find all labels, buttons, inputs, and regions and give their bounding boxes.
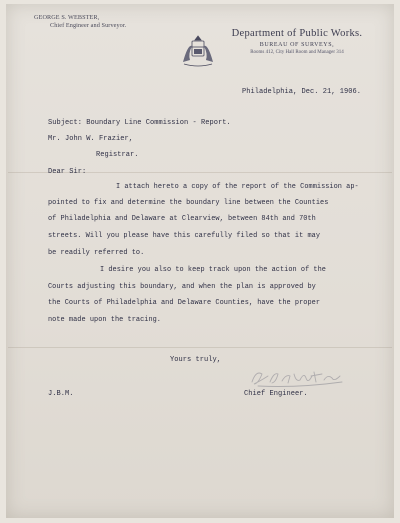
subject-line: Subject: Boundary Line Commission - Report. — [48, 119, 231, 127]
fold-crease — [8, 347, 392, 348]
letterhead-officer — [34, 14, 126, 30]
typist-initials: J.B.M. — [48, 390, 74, 398]
handwritten-signature — [248, 364, 346, 390]
closing: Yours truly, — [170, 356, 222, 364]
officer-name: GEORGE S. WEBSTER, — [34, 14, 100, 21]
body-line: be readily referred to. — [48, 249, 145, 257]
body-line: of Philadelphia and Delaware at Clearview, between 84th and 70th — [48, 215, 316, 223]
body-line: I desire you also to keep track upon the action of the — [100, 266, 326, 274]
body-line: note made upon the tracing. — [48, 316, 161, 324]
body-line: streets. Will you please have this carefully filed so that it may — [48, 232, 321, 240]
recipient-name: Mr. John W. Frazier, — [48, 135, 134, 143]
bureau-address: Rooms 412, City Hall Room and Manager 314 — [250, 50, 344, 55]
department-name: Department of Public Works. — [231, 28, 363, 39]
officer-title: Chief Engineer and Surveyor. — [50, 22, 127, 29]
letter-paper — [6, 4, 394, 518]
recipient-title: Registrar. — [96, 151, 139, 159]
body-line: pointed to fix and determine the boundary line between the Counties — [48, 199, 329, 207]
signer-title: Chief Engineer. — [244, 390, 308, 398]
body-line: Courts adjusting this boundary, and when the plan is approved by — [48, 283, 316, 291]
letterhead-department — [226, 28, 368, 55]
body-line: I attach hereto a copy of the report of the Commission ap- — [116, 183, 359, 191]
city-seal-icon — [178, 32, 218, 70]
salutation: Dear Sir: — [48, 168, 87, 176]
bureau-name: BUREAU OF SURVEYS, — [259, 42, 335, 48]
body-line: the Courts of Philadelphia and Delaware Counties, have the proper — [48, 299, 321, 307]
letter-date: Philadelphia, Dec. 21, 1906. — [242, 88, 362, 96]
